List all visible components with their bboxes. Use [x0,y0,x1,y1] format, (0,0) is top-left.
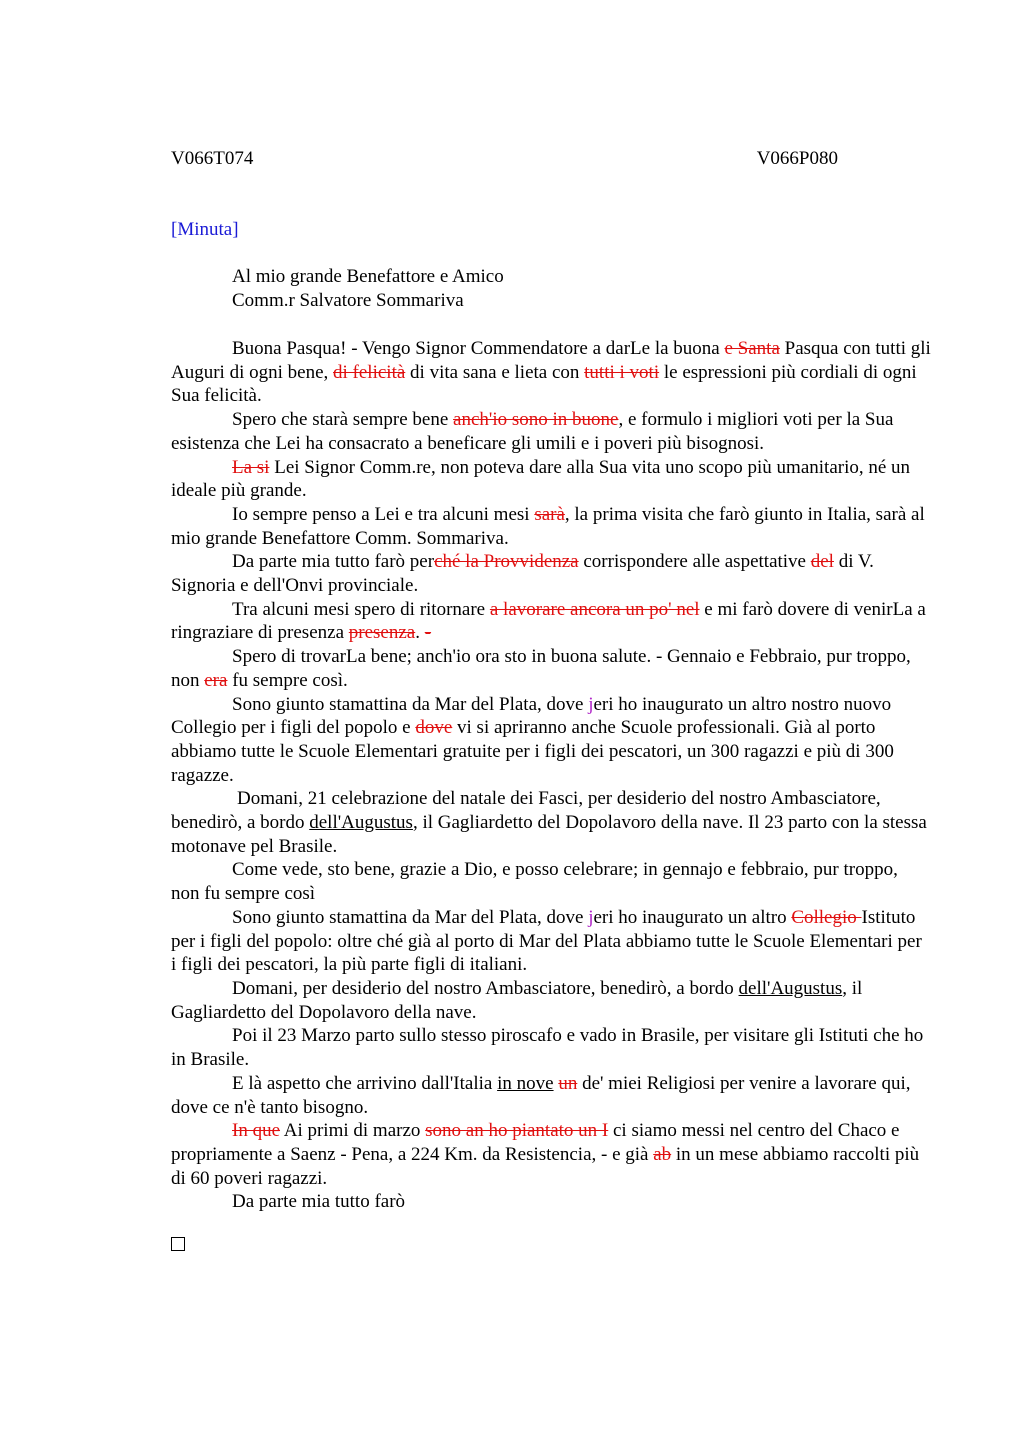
deleted-text: anch'io sono in buone [453,409,619,431]
paragraph [171,1072,931,1119]
text-segment: Tra alcuni mesi spero di ritornare [232,598,490,620]
text-segment: eri ho inaugurato un altro [593,906,792,928]
text-segment: le espressioni più cordiali di ogni Sua felicità. [171,361,917,407]
text-segment: Spero di trovarLa bene; anch'io ora sto in buona salute. - Gennaio e Febbraio, pur troppo, non [171,646,911,691]
text-segment: . [415,622,425,644]
inserted-text: j [588,693,594,715]
text-segment: Domani, 21 celebrazione del natale dei Fasci, per desiderio del nostro Ambasciatore, benedirò, a bordo [171,788,881,834]
underlined-text: in nove [497,1072,554,1094]
text-segment: , il Gagliardetto del Dopolavoro della nave. [171,977,863,1023]
paragraph [171,408,931,455]
paragraph [171,693,931,788]
paragraph [171,503,931,550]
text-segment: Sono giunto stamattina da Mar del Plata, dove [232,693,589,715]
text-segment: Poi il 23 Marzo parto sullo stesso piroscafo e vado in Brasile, per visitare gli Istituti che ho in Brasile. [171,1025,924,1071]
paragraph [171,1190,931,1214]
deleted-text: a lavorare ancora un po' nel [489,598,700,620]
address-line: Al mio grande Benefattore e Amico [232,266,504,287]
deleted-text: era [204,669,228,691]
text-segment: Lei Signor Comm.re, non poteva dare alla Sua vita uno scopo più umanitario, né un ideale più grande. [171,456,911,502]
deleted-text: presenza [348,622,416,644]
deleted-text: di felicità [333,361,406,383]
inserted-text: j [588,906,594,928]
right-code: V066P080 [756,148,838,169]
text-segment: Da parte mia tutto farò per [232,551,435,573]
deleted-text: Collegio [791,906,862,928]
text-segment: in un mese abbiamo raccolti più di 60 poveri ragazzi. [171,1143,920,1189]
left-code: V066T074 [171,148,254,169]
text-segment: Come vede, sto bene, grazie a Dio, e posso celebrare; in gennajo e febbraio, pur troppo, non fu sempre così [171,859,898,905]
deleted-text: un [558,1072,578,1094]
paragraph [171,906,931,977]
document-header [171,147,838,170]
paragraph [171,645,931,692]
text-segment: di V. Signoria e dell'Onvi provinciale. [171,551,874,597]
minuta-label: [Minuta] [171,219,239,240]
text-segment: de' miei Religiosi per venire a lavorare qui, dove ce n'è tanto bisogno. [171,1072,911,1118]
paragraph [171,598,931,645]
text-segment: Buona Pasqua! - Vengo Signor Commendatore a darLe la buona [232,338,725,359]
deleted-text: ab [653,1143,672,1165]
deleted-text: In que [232,1120,281,1142]
paragraph [171,977,931,1024]
text-segment: Spero che starà sempre bene [232,409,454,431]
text-segment: Da parte mia tutto farò [232,1191,406,1213]
text-segment: Ai primi di marzo [280,1120,426,1142]
paragraph [171,456,931,503]
text-segment: , e formulo i migliori voti per la Sua esistenza che Lei ha consacrato a beneficare gli umili e i poveri più bisognosi. [171,409,894,454]
document-page [171,147,931,1251]
text-segment: Io sempre penso a Lei e tra alcuni mesi [232,503,535,525]
checkbox-square-icon [171,1237,185,1251]
paragraph [171,550,931,597]
deleted-text: tutti i voti [584,361,660,383]
paragraph [171,787,931,858]
address-line: Comm.r Salvatore Sommariva [232,290,464,311]
text-segment: Pasqua con tutti gli Auguri di ogni bene, [171,338,931,383]
deleted-text: sarà [534,503,565,525]
text-segment: Sono giunto stamattina da Mar del Plata, dove [232,906,589,928]
deleted-text: dove [415,717,453,739]
deleted-text: - [424,622,432,644]
text-segment: ci siamo messi nel centro del Chaco e propriamente a Saenz - Pena, a 224 Km. da Resistencia, - e già [171,1120,900,1165]
paragraph [171,337,931,408]
deleted-text: e Santa [724,338,780,359]
letter-body [171,337,931,1214]
text-segment: eri ho inaugurato un altro nostro nuovo Collegio per i figli del popolo e [171,693,892,739]
paragraph [171,1024,931,1071]
underlined-text: dell'Augustus [738,977,843,999]
text-segment: di vita sana e lieta con [405,361,585,383]
text-segment: , la prima visita che farò giunto in Italia, sarà al mio grande Benefattore Comm. Sommariva. [171,503,925,549]
text-segment: fu sempre così. [227,669,348,691]
text-segment: , il Gagliardetto del Dopolavoro della nave. Il 23 parto con la stessa motonave pel Brasile. [171,812,927,857]
text-segment: E là aspetto che arrivino dall'Italia [232,1072,498,1094]
deleted-text: ché la Provvidenza [434,551,579,573]
text-segment: corrispondere alle aspettative [578,551,811,573]
text-segment: e mi farò dovere di venirLa a ringraziare di presenza [171,598,926,644]
text-segment: vi si apriranno anche Scuole professionali. Già al porto abbiamo tutte le Scuole Elementari gratuite per i figli dei pescatori, un 300 ragazzi e più di 300 ragazze. [171,717,894,786]
deleted-text: La si [232,456,270,478]
text-segment: Domani, per desiderio del nostro Ambasciatore, benedirò, a bordo [232,977,739,999]
deleted-text: sono an ho piantato un I [425,1120,609,1142]
underlined-text: dell'Augustus [309,812,413,834]
paragraph [171,1119,931,1190]
paragraph [171,858,931,905]
text-segment: Istituto per i figli del popolo: oltre ché già al porto di Mar del Plata abbiamo tutte le Scuole Elementari per i figli dei pescatori, la più parte figli di italiani. [171,906,922,976]
address-block [171,265,931,313]
deleted-text: del [810,551,834,573]
